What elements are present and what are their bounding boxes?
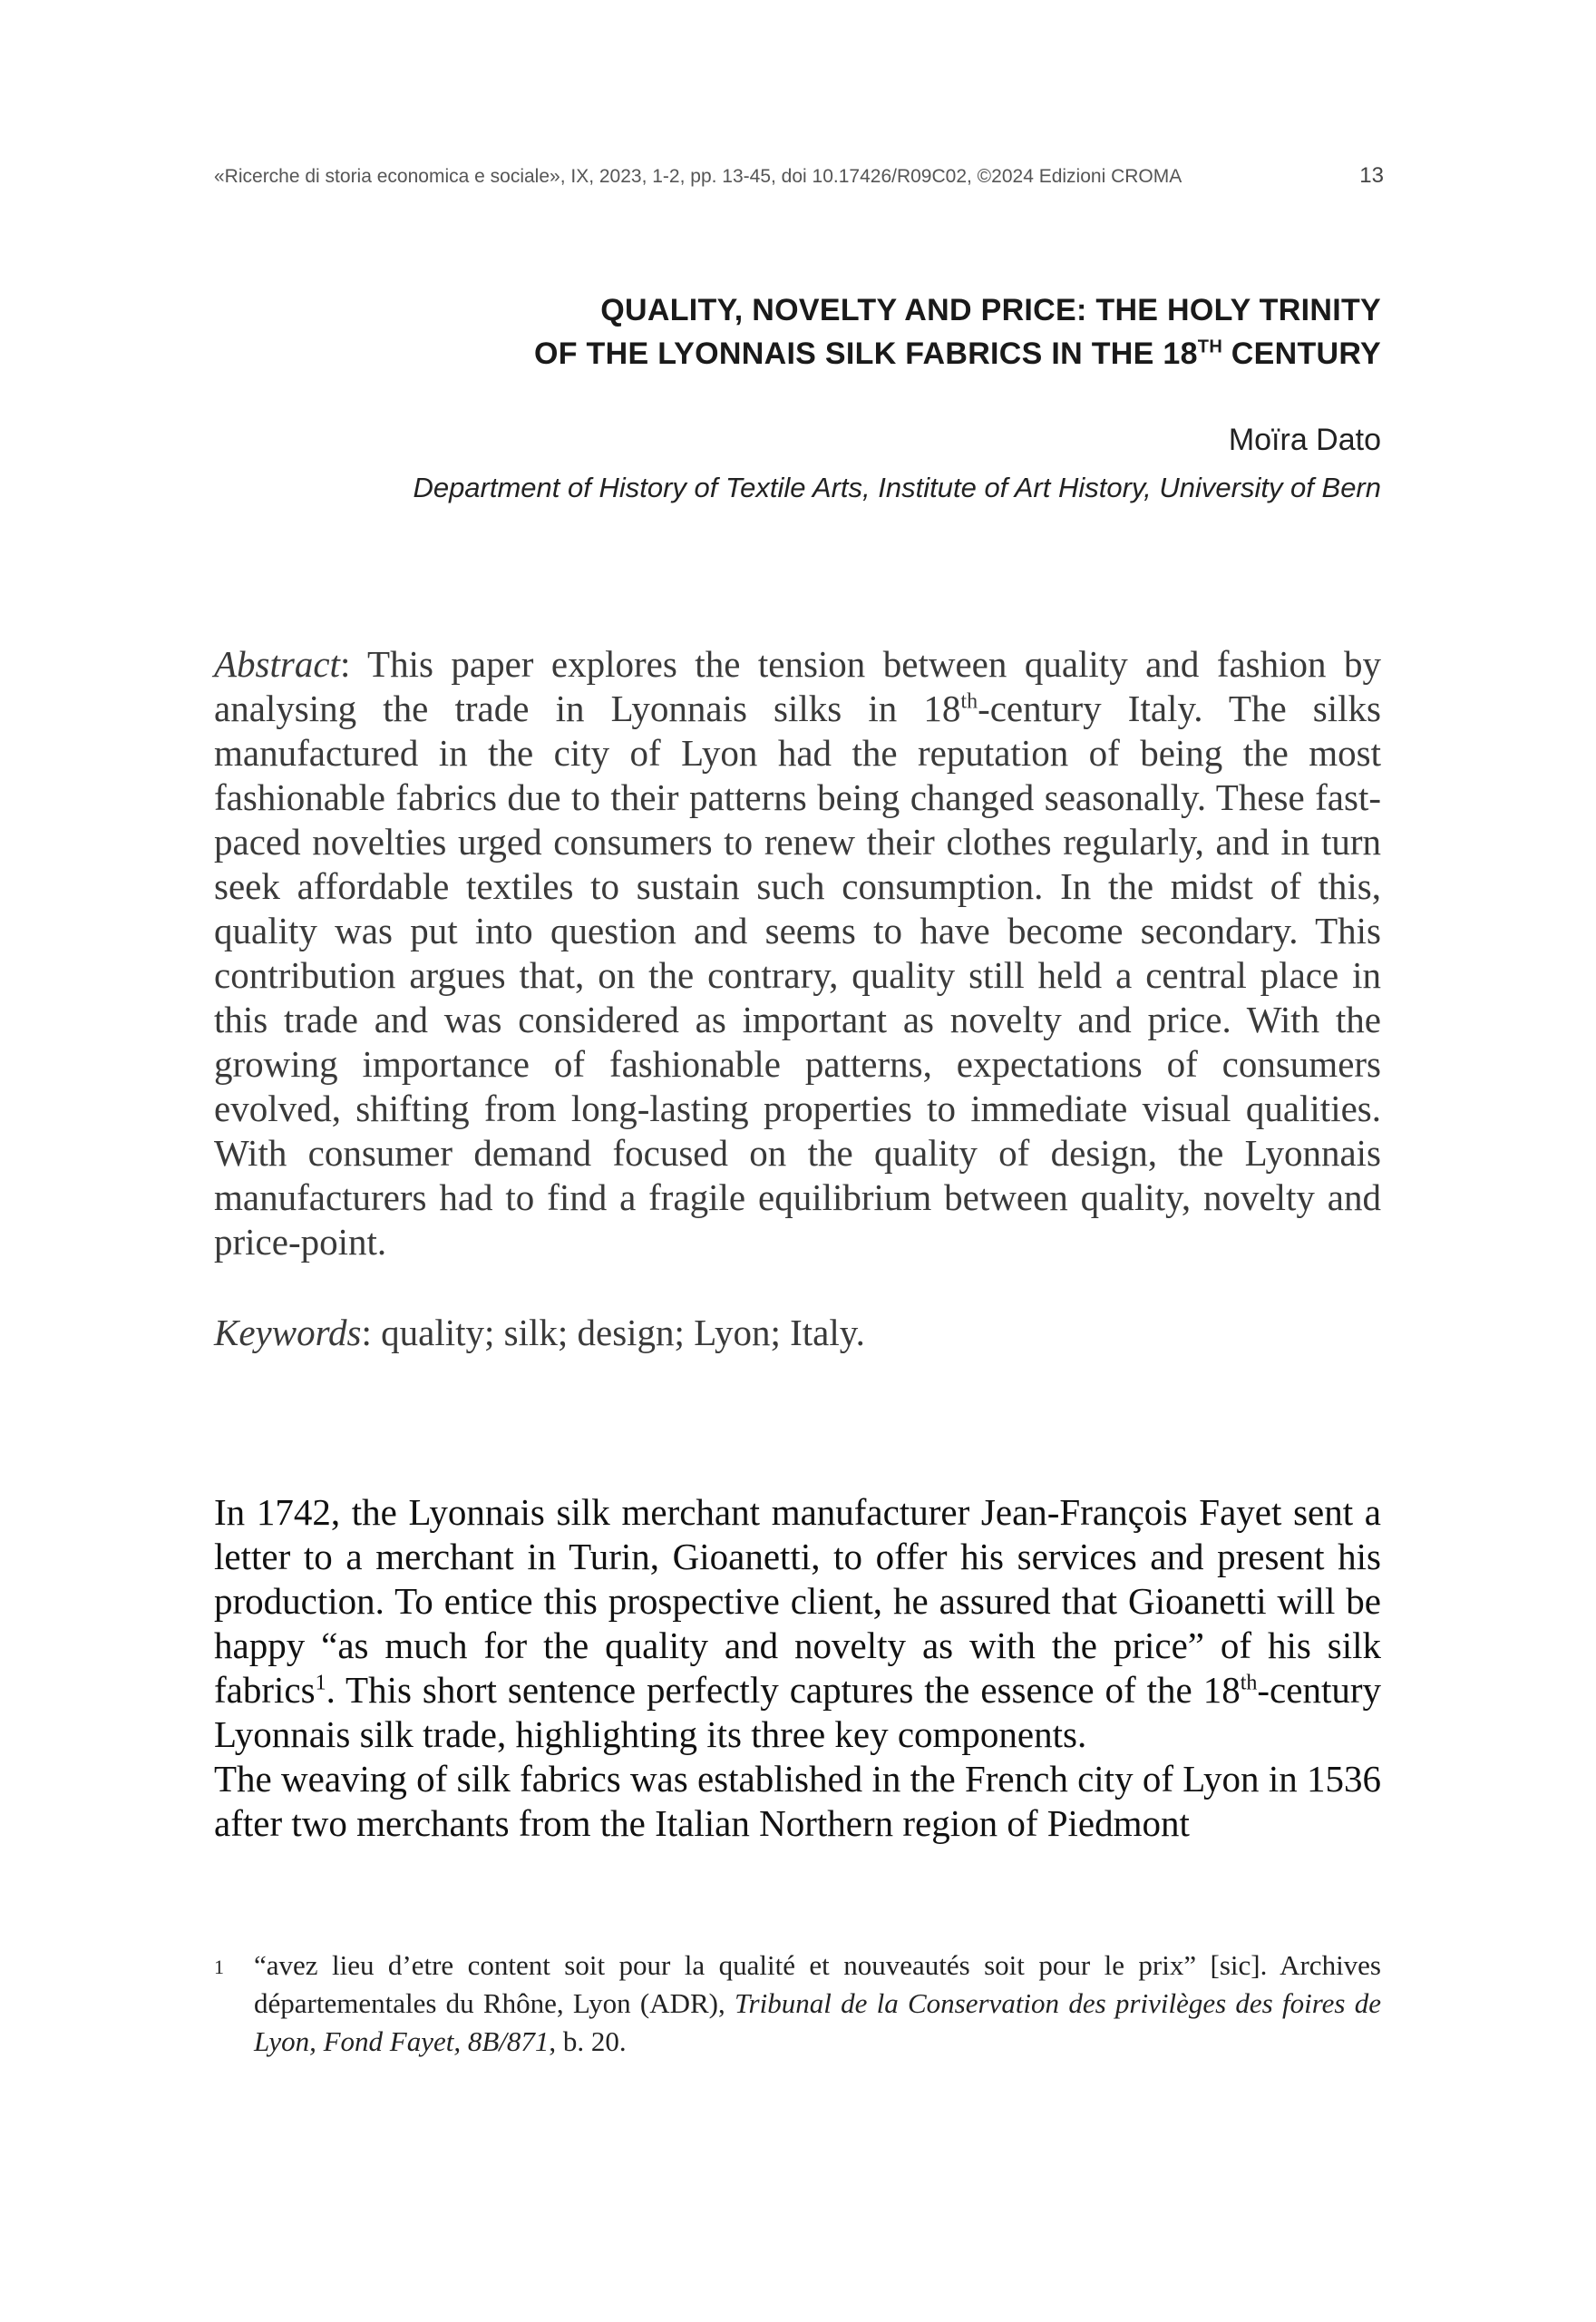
- title-line-2: [214, 332, 1381, 376]
- body-paragraph-2: The weaving of silk fabrics was established in the French city of Lyon in 1536 after two merchants from the Italian Northern region of Piedmont: [214, 1758, 1381, 1844]
- abstract: [214, 642, 1381, 1264]
- keywords-text: : quality; silk; design; Lyon; Italy.: [361, 1312, 865, 1353]
- title-line-2-end: CENTURY: [1222, 337, 1381, 371]
- footnote-text-start: “avez lieu d’etre content soit pour la qualité et nouveautés soit pour le prix” [sic]. Archives départementales du Rhône, Lyon (ADR),: [254, 1949, 1381, 2019]
- footnote-reference[interactable]: 1: [315, 1671, 326, 1695]
- article-title: [214, 288, 1381, 376]
- keywords-label: Keywords: [214, 1312, 362, 1353]
- footnote-text-end: , b. 20.: [549, 2025, 627, 2057]
- title-line-1: QUALITY, NOVELTY AND PRICE: THE HOLY TRINITY: [600, 293, 1381, 327]
- abstract-text-start: : This paper explores the tension between quality and fashion by analysing the trade in Lyonnais silks in 18: [214, 643, 1381, 729]
- abstract-text-rest: -century Italy. The silks manufactured in the city of Lyon had the reputation of being the most fashionable fabrics due to their patterns being changed seasonally. These fast-paced novelties urged consumers to renew their clothes regularly, and in turn seek affordable textiles to sustain such consumption. In the midst of this, quality was put into question and seems to have become secondary. This contribution argues that, on the contrary, quality still held a central place in this trade and was considered as important as novelty and price. With the growing importance of fashionable patterns, expectations of consumers evolved, shifting from long-lasting properties to immediate visual qualities. With consumer demand focused on the quality of design, the Lyonnais manufacturers had to find a fragile equilibrium between quality, novelty and price-point.: [214, 688, 1381, 1263]
- running-header: [214, 163, 1384, 189]
- footnote-text: [254, 1946, 1381, 2061]
- body-p1-text-3: -century Lyonnais silk trade, highlighting its three key components.: [214, 1669, 1381, 1755]
- body-superscript: th: [1240, 1671, 1258, 1695]
- title-superscript: TH: [1197, 337, 1223, 357]
- abstract-label: Abstract: [214, 643, 340, 685]
- body-p1-text-2: . This short sentence perfectly captures the essence of the 18: [326, 1669, 1241, 1711]
- body-p1-text-1: In 1742, the Lyonnais silk merchant manufacturer Jean-François Fayet sent a letter to a merchant in Turin, Gioanetti, to offer his services and present his production. To entice this prospective client, he assured that Gioanetti will be happy “as much for the quality and novelty as with the price” of his silk fabrics: [214, 1491, 1381, 1711]
- page-number: 13: [1359, 163, 1384, 188]
- footnote: [214, 1946, 1381, 2061]
- body-paragraph-1: [214, 1490, 1381, 1757]
- journal-citation: «Ricerche di storia economica e sociale», IX, 2023, 1-2, pp. 13-45, doi 10.17426/R09C02, ©2024 Edizioni CROMA: [214, 166, 1182, 187]
- footnote-source-title: Tribunal de la Conservation des privilèges des foires de Lyon, Fond Fayet, 8B/871: [254, 1987, 1381, 2057]
- author-affiliation: Department of History of Textile Arts, Institute of Art History, University of Bern: [413, 472, 1381, 503]
- keywords: [214, 1311, 1381, 1355]
- author-name: Moïra Dato: [1228, 423, 1381, 457]
- abstract-superscript: th: [960, 689, 978, 714]
- footnote-number: 1: [214, 1956, 224, 1978]
- title-line-2-text: OF THE LYONNAIS SILK FABRICS IN THE 18: [534, 337, 1198, 371]
- body-text: [214, 1490, 1381, 1846]
